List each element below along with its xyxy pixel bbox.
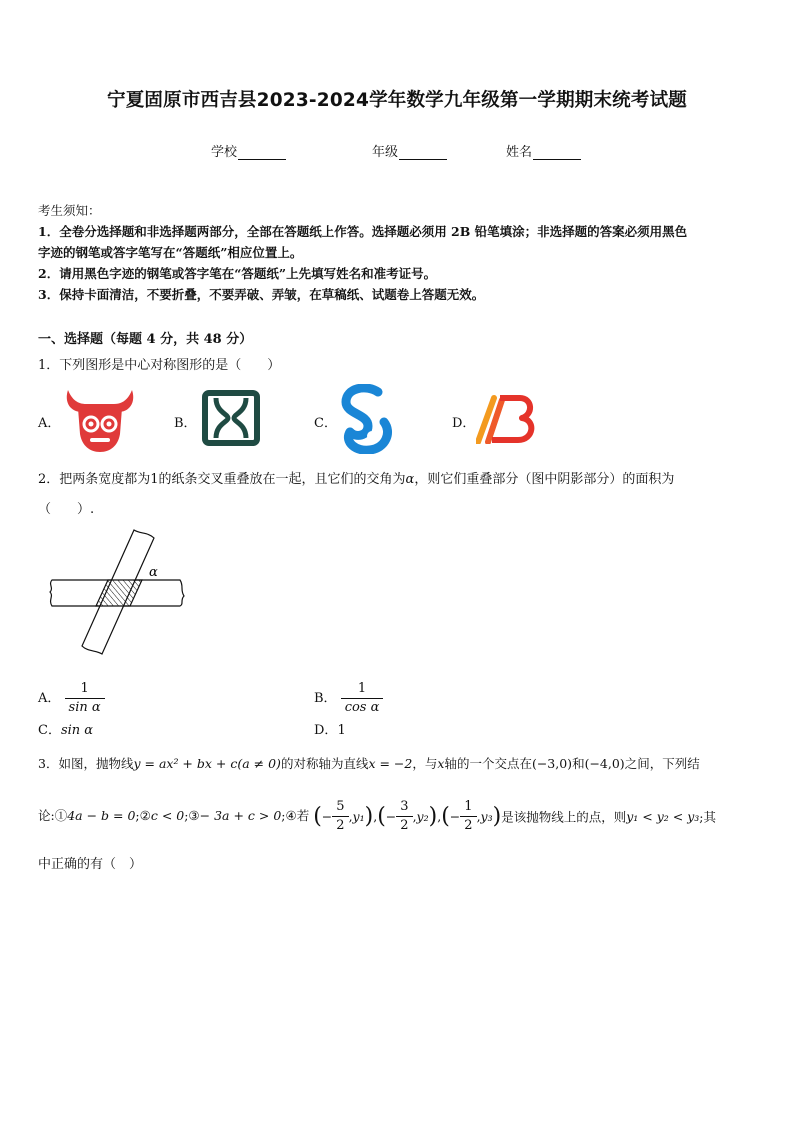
q2-option-c-value: sin α — [60, 723, 94, 738]
q2-option-a-den: sin α — [68, 700, 101, 715]
q2-option-b-label: B． — [314, 691, 337, 706]
q1-option-c-label: C． — [314, 416, 337, 431]
q3-frac-num: 1 — [460, 798, 476, 817]
q3-point-2: (−4,0) — [584, 756, 625, 771]
notice-heading: 考生须知： — [38, 203, 101, 218]
hourglass-square-icon — [202, 390, 260, 446]
q2-option-d-label: D． — [314, 723, 338, 738]
q1-option-a-label: A． — [38, 416, 61, 431]
q2-alpha: α — [405, 472, 415, 487]
q3-frac-den: 2 — [336, 818, 345, 833]
q3-conclusion-3: − 3a + c > 0 — [199, 808, 282, 823]
q3-text: 和 — [572, 756, 585, 771]
q3-paren-close: ) — [492, 804, 502, 829]
q3-text: ;其 — [699, 809, 717, 825]
name-label: 姓名 — [506, 145, 533, 160]
notice-item: 1．全卷分选择题和非选择题两部分，全部在答题纸上作答。选择题必须用 2B 铅笔填涂；非选择题的答案必须用黑色 — [38, 224, 688, 239]
q3-point-1: (−3,0) — [531, 756, 573, 771]
q3-point-c-y: y₃ — [480, 809, 493, 824]
q1-option-b-label: B． — [174, 416, 197, 431]
q3-text: ，与 — [412, 756, 438, 771]
q3-point-c-x — [460, 798, 476, 835]
q2-option-a-fraction — [65, 680, 105, 717]
school-blank — [238, 147, 286, 160]
question-3-line-2: 论:①4a − b = 0;②c < 0;③− 3a + c > 0;④若 (− $\frac{5}{2}$ ,y₁),(− $\frac{3}{2}$ ,y₂),(− $\frac{1}{2}$ ,y₃)是该抛物线上的点，则y₁ < y₂ < y₃;其 — [38, 799, 717, 833]
q1-option-d-label: D． — [452, 416, 476, 431]
q3-text: ;④若 — [281, 808, 310, 823]
q2-option-a-num: 1 — [65, 680, 105, 699]
question-3-line-1 — [38, 754, 700, 772]
section-heading: 一、选择题（每题 4 分，共 48 分） — [38, 332, 253, 347]
q2-stem-text: 2．把两条宽度都为1的纸条交叉重叠放在一起，且它们的交角为 — [38, 472, 406, 487]
q2-paren: （ ）. — [38, 502, 95, 517]
q2-crossed-strips-figure — [46, 526, 188, 658]
q2-figure-alpha-label: α — [149, 565, 158, 580]
notice-item: 字迹的钢笔或答字笔写在“答题纸”相应位置上。 — [38, 245, 303, 260]
q2-option-a-label: A． — [38, 691, 61, 706]
q3-paren-open: ( — [313, 804, 322, 829]
q3-text: 之间，下列结 — [624, 756, 700, 771]
q3-conclusion-1: 4a − b = 0 — [67, 808, 136, 823]
q3-parabola-equation: y = ax² + bx + c(a ≠ 0) — [133, 756, 281, 771]
question-3-line-3: 中正确的有（ ） — [38, 857, 143, 872]
q3-text: 的对称轴为直线 — [280, 756, 369, 771]
q3-conclusion-2: c < 0 — [150, 808, 185, 823]
q2-option-b-fraction — [341, 680, 384, 717]
q2-option-c-label: C． — [38, 723, 61, 738]
q3-axis-equation: x = −2 — [368, 756, 413, 771]
q3-text: 论:① — [38, 808, 68, 823]
q3-paren-open: ( — [377, 804, 386, 829]
name-blank — [533, 147, 581, 160]
q3-paren-close: ) — [428, 804, 438, 829]
question-2-stem — [38, 468, 674, 487]
q3-frac-num: 3 — [396, 798, 412, 817]
q3-inequality: y₁ < y₂ < y₃ — [626, 809, 700, 824]
q3-frac-den: 2 — [400, 818, 409, 833]
q3-paren-open: ( — [441, 804, 450, 829]
name-field — [506, 141, 581, 160]
bull-head-logo-icon — [62, 386, 138, 454]
q3-point-a-x — [332, 798, 348, 835]
q2-option-b — [314, 680, 383, 717]
q2-option-a — [38, 680, 105, 717]
q3-paren-close: ) — [364, 804, 374, 829]
question-1-stem: 1．下列图形是中心对称图形的是（ ） — [38, 358, 281, 373]
q3-point-b-x — [396, 798, 412, 835]
grade-blank — [399, 147, 447, 160]
q2-option-d-value: 1 — [337, 723, 346, 738]
q2-option-b-num: 1 — [341, 680, 384, 699]
blue-s-swirl-icon — [338, 384, 396, 454]
notice-item: 2．请用黑色字迹的钢笔或答字笔在“答题纸”上先填写姓名和准考证号。 — [38, 266, 437, 281]
q2-option-d — [314, 719, 346, 738]
school-label: 学校 — [211, 145, 238, 160]
school-field — [211, 141, 286, 160]
q3-frac-den: 2 — [464, 818, 473, 833]
q3-text: 3．如图，抛物线 — [38, 756, 134, 771]
notice-item: 3．保持卡面清洁，不要折叠，不要弄破、弄皱，在草稿纸、试题卷上答题无效。 — [38, 287, 485, 302]
q3-x-var: x — [437, 756, 445, 771]
q2-option-b-den: cos α — [344, 700, 380, 715]
q2-option-c — [38, 719, 93, 738]
q3-text: 轴的一个交点在 — [444, 756, 532, 771]
q3-text: 是该抛物线上的点，则 — [501, 809, 627, 825]
grade-label: 年级 — [372, 145, 399, 160]
q3-text: ;② — [135, 808, 151, 823]
q2-stem-rest: ，则它们重叠部分（图中阴影部分）的面积为 — [414, 472, 675, 487]
page-title: 宁夏固原市西吉县2023-2024学年数学九年级第一学期期末统考试题 — [107, 90, 687, 111]
grade-field — [372, 141, 447, 160]
q3-point-b-y: y₂ — [416, 809, 429, 824]
q3-frac-num: 5 — [332, 798, 348, 817]
q3-text: ;③ — [184, 808, 200, 823]
orange-b-logo-icon — [476, 394, 538, 444]
q3-point-a-y: y₁ — [352, 809, 365, 824]
